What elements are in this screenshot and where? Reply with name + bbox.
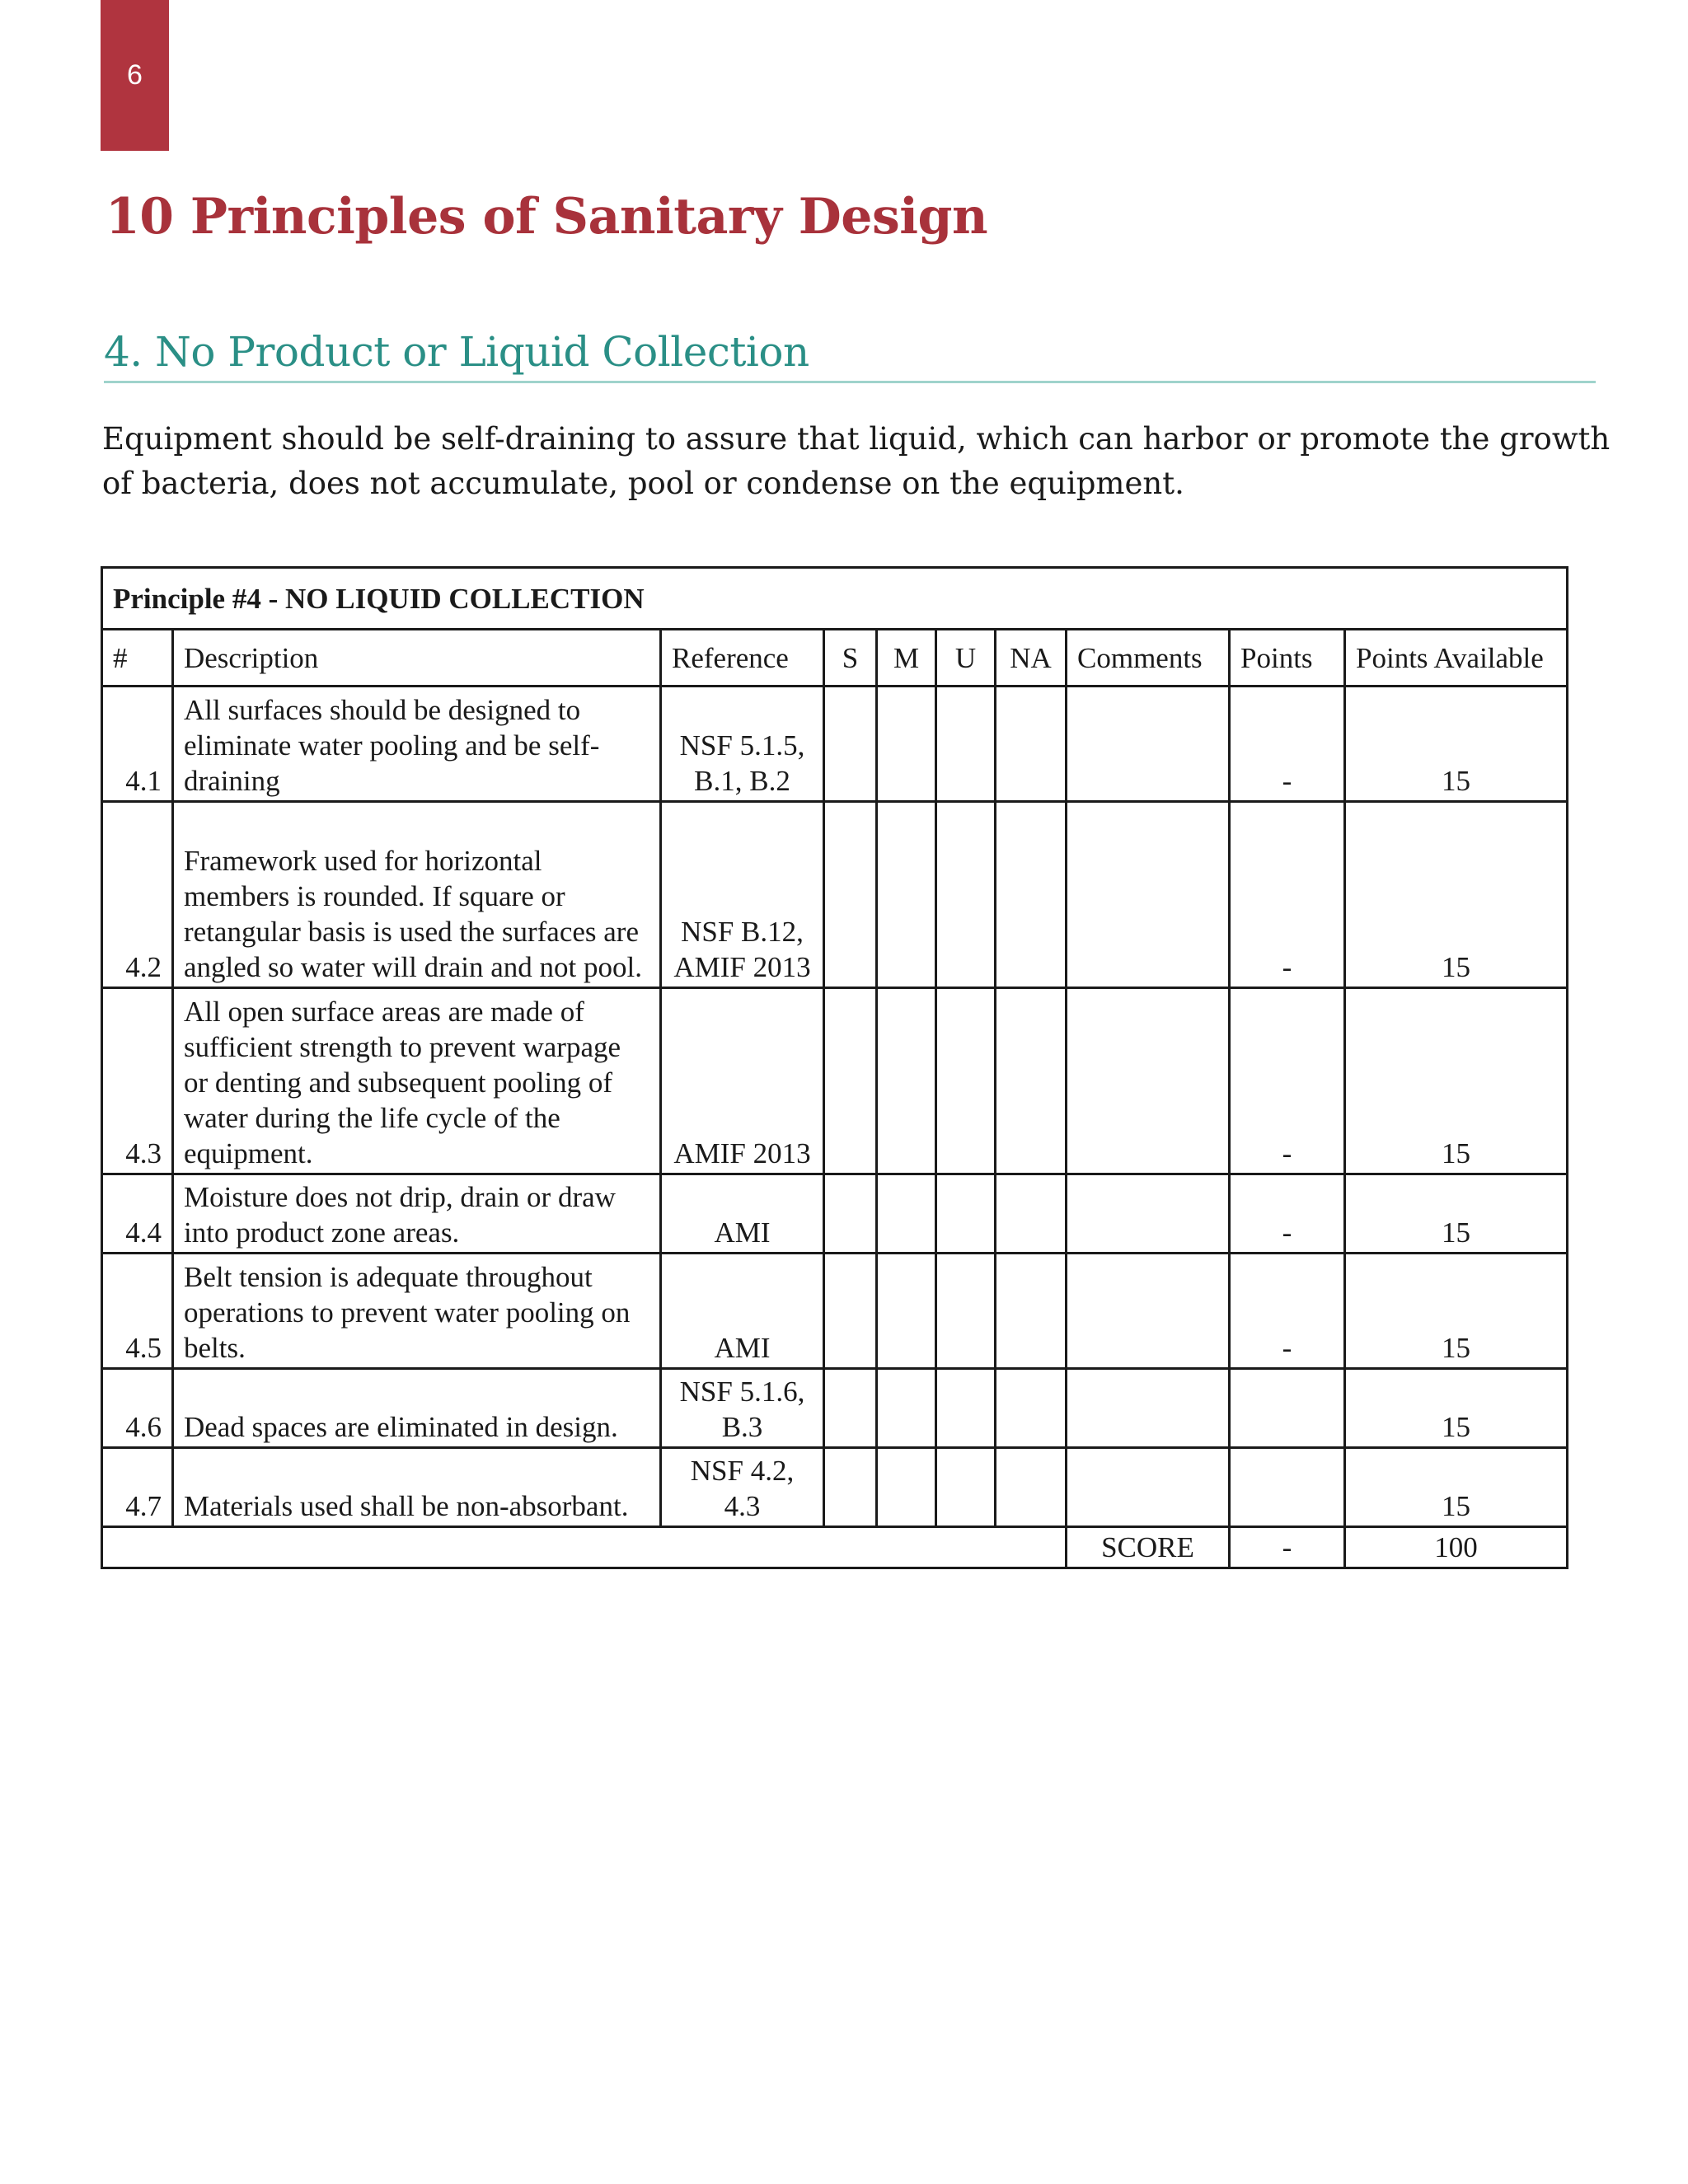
row-points-available: 15 [1345,1174,1568,1254]
row-u-check [936,802,996,988]
page-number-tab [101,0,169,151]
row-na-check [996,1369,1067,1448]
row-description: Materials used shall be non-absorbant. [173,1448,661,1527]
row-m-check [877,687,936,802]
score-blank-cell [102,1527,1067,1568]
table-title: Principle #4 - NO LIQUID COLLECTION [102,568,1568,630]
row-na-check [996,1254,1067,1369]
row-points: - [1230,988,1345,1174]
row-s-check [824,1369,877,1448]
row-num: 4.7 [102,1448,173,1527]
row-comments [1067,1369,1230,1448]
row-m-check [877,1254,936,1369]
row-na-check [996,1174,1067,1254]
row-points: - [1230,687,1345,802]
score-label: SCORE [1067,1527,1230,1568]
row-u-check [936,1254,996,1369]
table-row [102,1254,1568,1369]
intro-paragraph: Equipment should be self-draining to assure that liquid, which can harbor or promote the growth of bacteria, does not accumulate, pool or condense on the equipment. [102,421,1611,501]
row-description: Belt tension is adequate throughout operations to prevent water pooling on belts. [173,1254,661,1369]
row-u-check [936,1448,996,1527]
row-comments [1067,988,1230,1174]
table-header-row [102,630,1568,687]
row-comments [1067,1448,1230,1527]
row-na-check [996,988,1067,1174]
score-points: - [1230,1527,1345,1568]
table-row [102,1369,1568,1448]
header-points: Points [1230,630,1345,687]
row-s-check [824,1254,877,1369]
header-u: U [936,630,996,687]
row-description: Framework used for horizontal members is rounded. If square or retangular basis is used the surfaces are angled so water will drain and not pool. [173,802,661,988]
row-s-check [824,1174,877,1254]
table-row [102,1174,1568,1254]
row-points: - [1230,1174,1345,1254]
table-row [102,1448,1568,1527]
row-points: - [1230,802,1345,988]
row-u-check [936,988,996,1174]
header-m: M [877,630,936,687]
header-description: Description [173,630,661,687]
row-s-check [824,988,877,1174]
header-num: # [102,630,173,687]
row-s-check [824,802,877,988]
row-description: Dead spaces are eliminated in design. [173,1369,661,1448]
row-na-check [996,687,1067,802]
score-points-available: 100 [1345,1527,1568,1568]
table-row [102,802,1568,988]
row-reference: NSF 5.1.5, B.1, B.2 [661,687,824,802]
row-comments [1067,687,1230,802]
row-comments [1067,802,1230,988]
row-na-check [996,802,1067,988]
score-row [102,1527,1568,1568]
row-s-check [824,687,877,802]
row-u-check [936,1369,996,1448]
header-points-available: Points Available [1345,630,1568,687]
row-points-available: 15 [1345,802,1568,988]
table-row [102,988,1568,1174]
row-reference: AMI [661,1174,824,1254]
row-u-check [936,1174,996,1254]
page-number: 6 [127,59,143,91]
row-num: 4.6 [102,1369,173,1448]
row-reference: NSF 5.1.6, B.3 [661,1369,824,1448]
row-reference: AMI [661,1254,824,1369]
row-u-check [936,687,996,802]
row-num: 4.1 [102,687,173,802]
principle-table [101,566,1568,1569]
row-points-available: 15 [1345,1448,1568,1527]
row-m-check [877,1369,936,1448]
header-s: S [824,630,877,687]
row-comments [1067,1254,1230,1369]
row-points-available: 15 [1345,988,1568,1174]
row-num: 4.2 [102,802,173,988]
row-m-check [877,988,936,1174]
row-reference: NSF B.12, AMIF 2013 [661,802,824,988]
header-comments: Comments [1067,630,1230,687]
row-num: 4.5 [102,1254,173,1369]
row-description: All surfaces should be designed to eliminate water pooling and be self-draining [173,687,661,802]
row-s-check [824,1448,877,1527]
section-heading: 4. No Product or Liquid Collection [104,328,1596,383]
row-points-available: 15 [1345,1254,1568,1369]
header-na: NA [996,630,1067,687]
header-reference: Reference [661,630,824,687]
row-points: - [1230,1254,1345,1369]
row-description: All open surface areas are made of sufficient strength to prevent warpage or denting and subsequent pooling of water during the life cycle of the equipment. [173,988,661,1174]
row-comments [1067,1174,1230,1254]
table-row [102,687,1568,802]
row-num: 4.3 [102,988,173,1174]
row-na-check [996,1448,1067,1527]
row-points-available: 15 [1345,687,1568,802]
row-m-check [877,802,936,988]
row-points [1230,1448,1345,1527]
row-description: Moisture does not drip, drain or draw into product zone areas. [173,1174,661,1254]
row-reference: NSF 4.2, 4.3 [661,1448,824,1527]
page-title: 10 Principles of Sanitary Design [106,188,988,246]
row-num: 4.4 [102,1174,173,1254]
row-points-available: 15 [1345,1369,1568,1448]
row-m-check [877,1174,936,1254]
row-points [1230,1369,1345,1448]
row-m-check [877,1448,936,1527]
row-reference: AMIF 2013 [661,988,824,1174]
